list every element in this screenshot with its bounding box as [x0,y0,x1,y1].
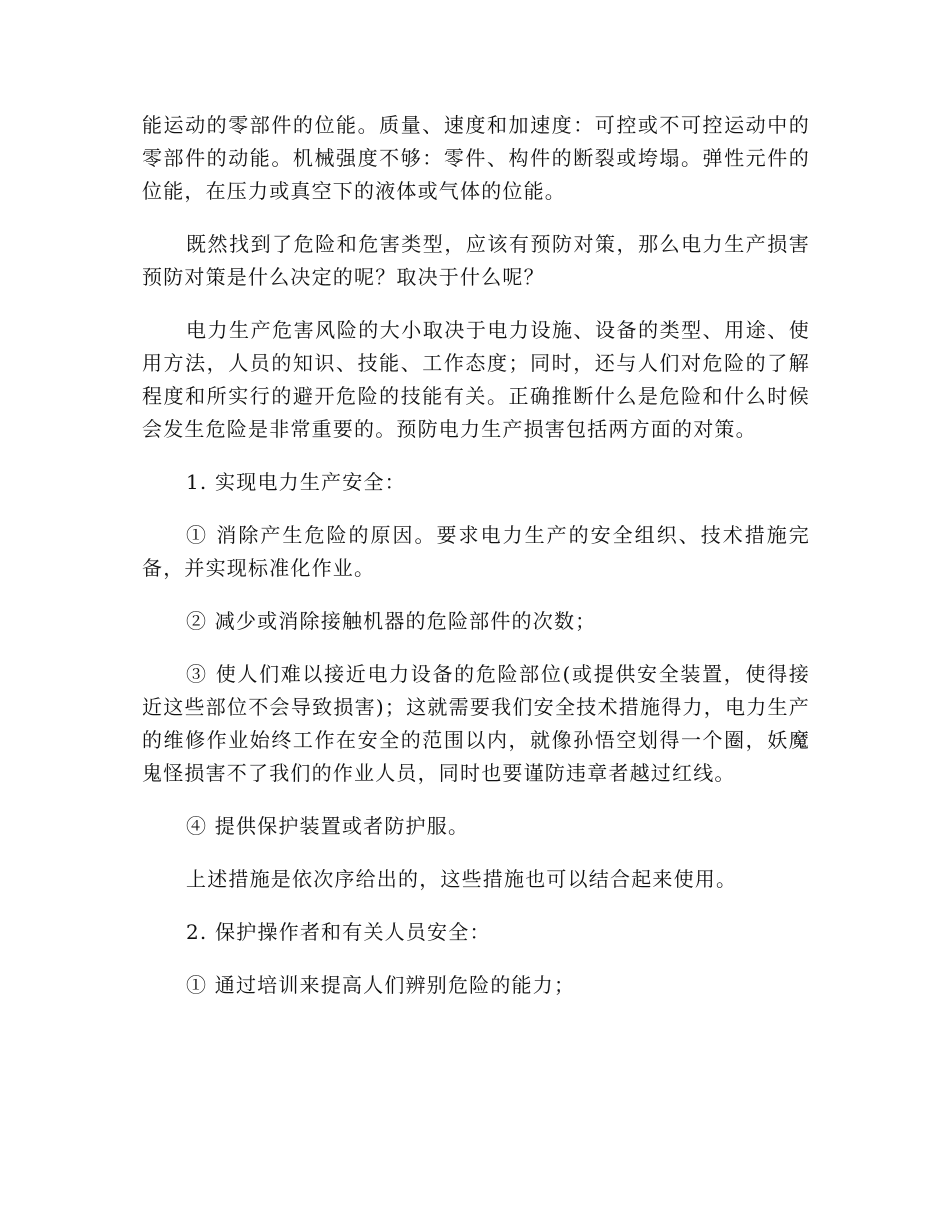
paragraph-2: 既然找到了危险和危害类型，应该有预防对策，那么电力生产损害预防对策是什么决定的呢？取决于什么呢？ [142,232,810,289]
list-item-1-3: ③ 使人们难以接近电力设备的危险部位(或提供安全装置，使得接近这些部位不会导致损害)；这就需要我们安全技术措施得力，电力生产的维修作业始终工作在安全的范围以内，就像孙悟空划得一个圈，妖魔鬼怪损害不了我们的作业人员，同时也要谨防违章者越过红线。 [142,662,810,785]
summary-paragraph: 上述措施是依次序给出的，这些措施也可以结合起来使用。 [186,867,738,891]
list-item-1-1: ① 消除产生危险的原因。要求电力生产的安全组织、技术措施完备，并实现标准化作业。 [142,523,810,580]
list-item-1-2: ② 减少或消除接触机器的危险部件的次数； [186,609,597,633]
paragraph-3: 电力生产危害风险的大小取决于电力设施、设备的类型、用途、使用方法，人员的知识、技能、工作态度；同时，还与人们对危险的了解程度和所实行的避开危险的技能有关。正确推断什么是危险和什么时候会发生危险是非常重要的。预防电力生产损害包括两方面的对策。 [142,318,810,441]
paragraph-1: 能运动的零部件的位能。质量、速度和加速度：可控或不可控运动中的零部件的动能。机械强度不够：零件、构件的断裂或垮塌。弹性元件的位能，在压力或真空下的液体或气体的位能。 [142,113,810,203]
list-item-1-4: ④ 提供保护装置或者防护服。 [186,814,470,838]
section-heading-1: 1. 实现电力生产安全： [186,470,406,494]
document-body [142,109,810,1022]
section-heading-2: 2. 保护操作者和有关人员安全： [186,920,491,944]
list-item-2-1: ① 通过培训来提高人们辨别危险的能力； [186,973,576,997]
